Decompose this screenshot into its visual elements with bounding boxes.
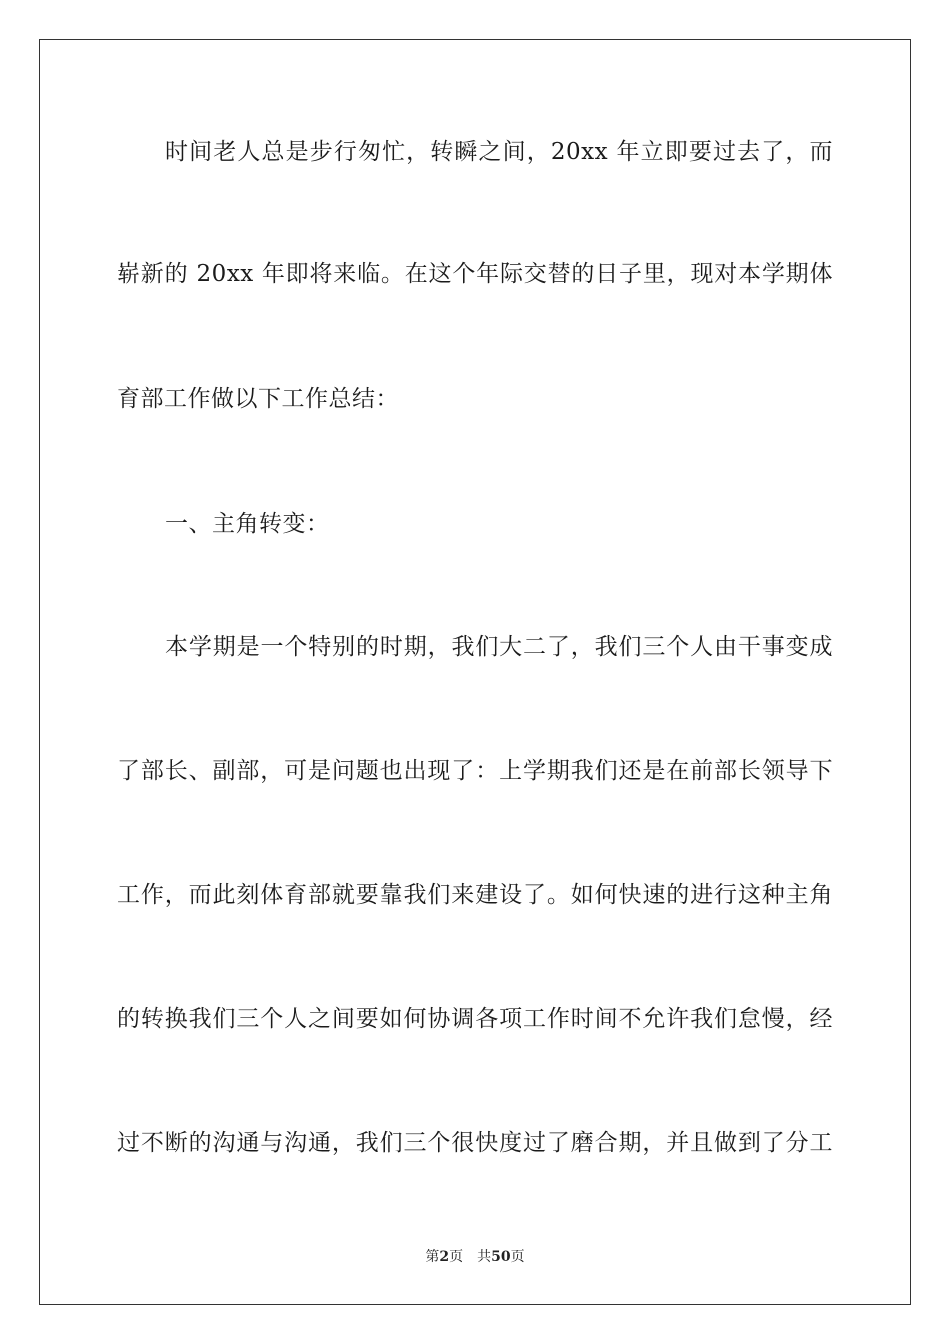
page-label-prefix: 第 (425, 1249, 440, 1265)
page-border (39, 39, 911, 1305)
paragraph-line: 本学期是一个特别的时期，我们大二了，我们三个人由干事变成 (165, 634, 833, 660)
page-number: 2 (439, 1249, 450, 1265)
page-label-suffix: 页 (449, 1249, 464, 1265)
paragraph-line: 崭新的 20xx 年即将来临。在这个年际交替的日子里，现对本学期体 (117, 261, 833, 287)
paragraph-line: 过不断的沟通与沟通，我们三个很快度过了磨合期，并且做到了分工 (117, 1130, 833, 1156)
paragraph-line: 的转换我们三个人之间要如何协调各项工作时间不允许我们怠慢，经 (117, 1006, 833, 1032)
paragraph-line: 了部长、副部，可是问题也出现了：上学期我们还是在前部长领导下 (117, 758, 833, 784)
section-heading: 一、主角转变： (165, 511, 330, 537)
total-pages: 50 (491, 1249, 511, 1265)
paragraph-line: 育部工作做以下工作总结： (117, 386, 399, 412)
page-footer (0, 1248, 950, 1266)
total-label-suffix: 页 (510, 1249, 525, 1265)
paragraph-line: 工作，而此刻体育部就要靠我们来建设了。如何快速的进行这种主角 (117, 882, 833, 908)
total-label-prefix: 共 (477, 1249, 492, 1265)
paragraph-line: 时间老人总是步行匆忙，转瞬之间，20xx 年立即要过去了，而 (165, 139, 833, 165)
